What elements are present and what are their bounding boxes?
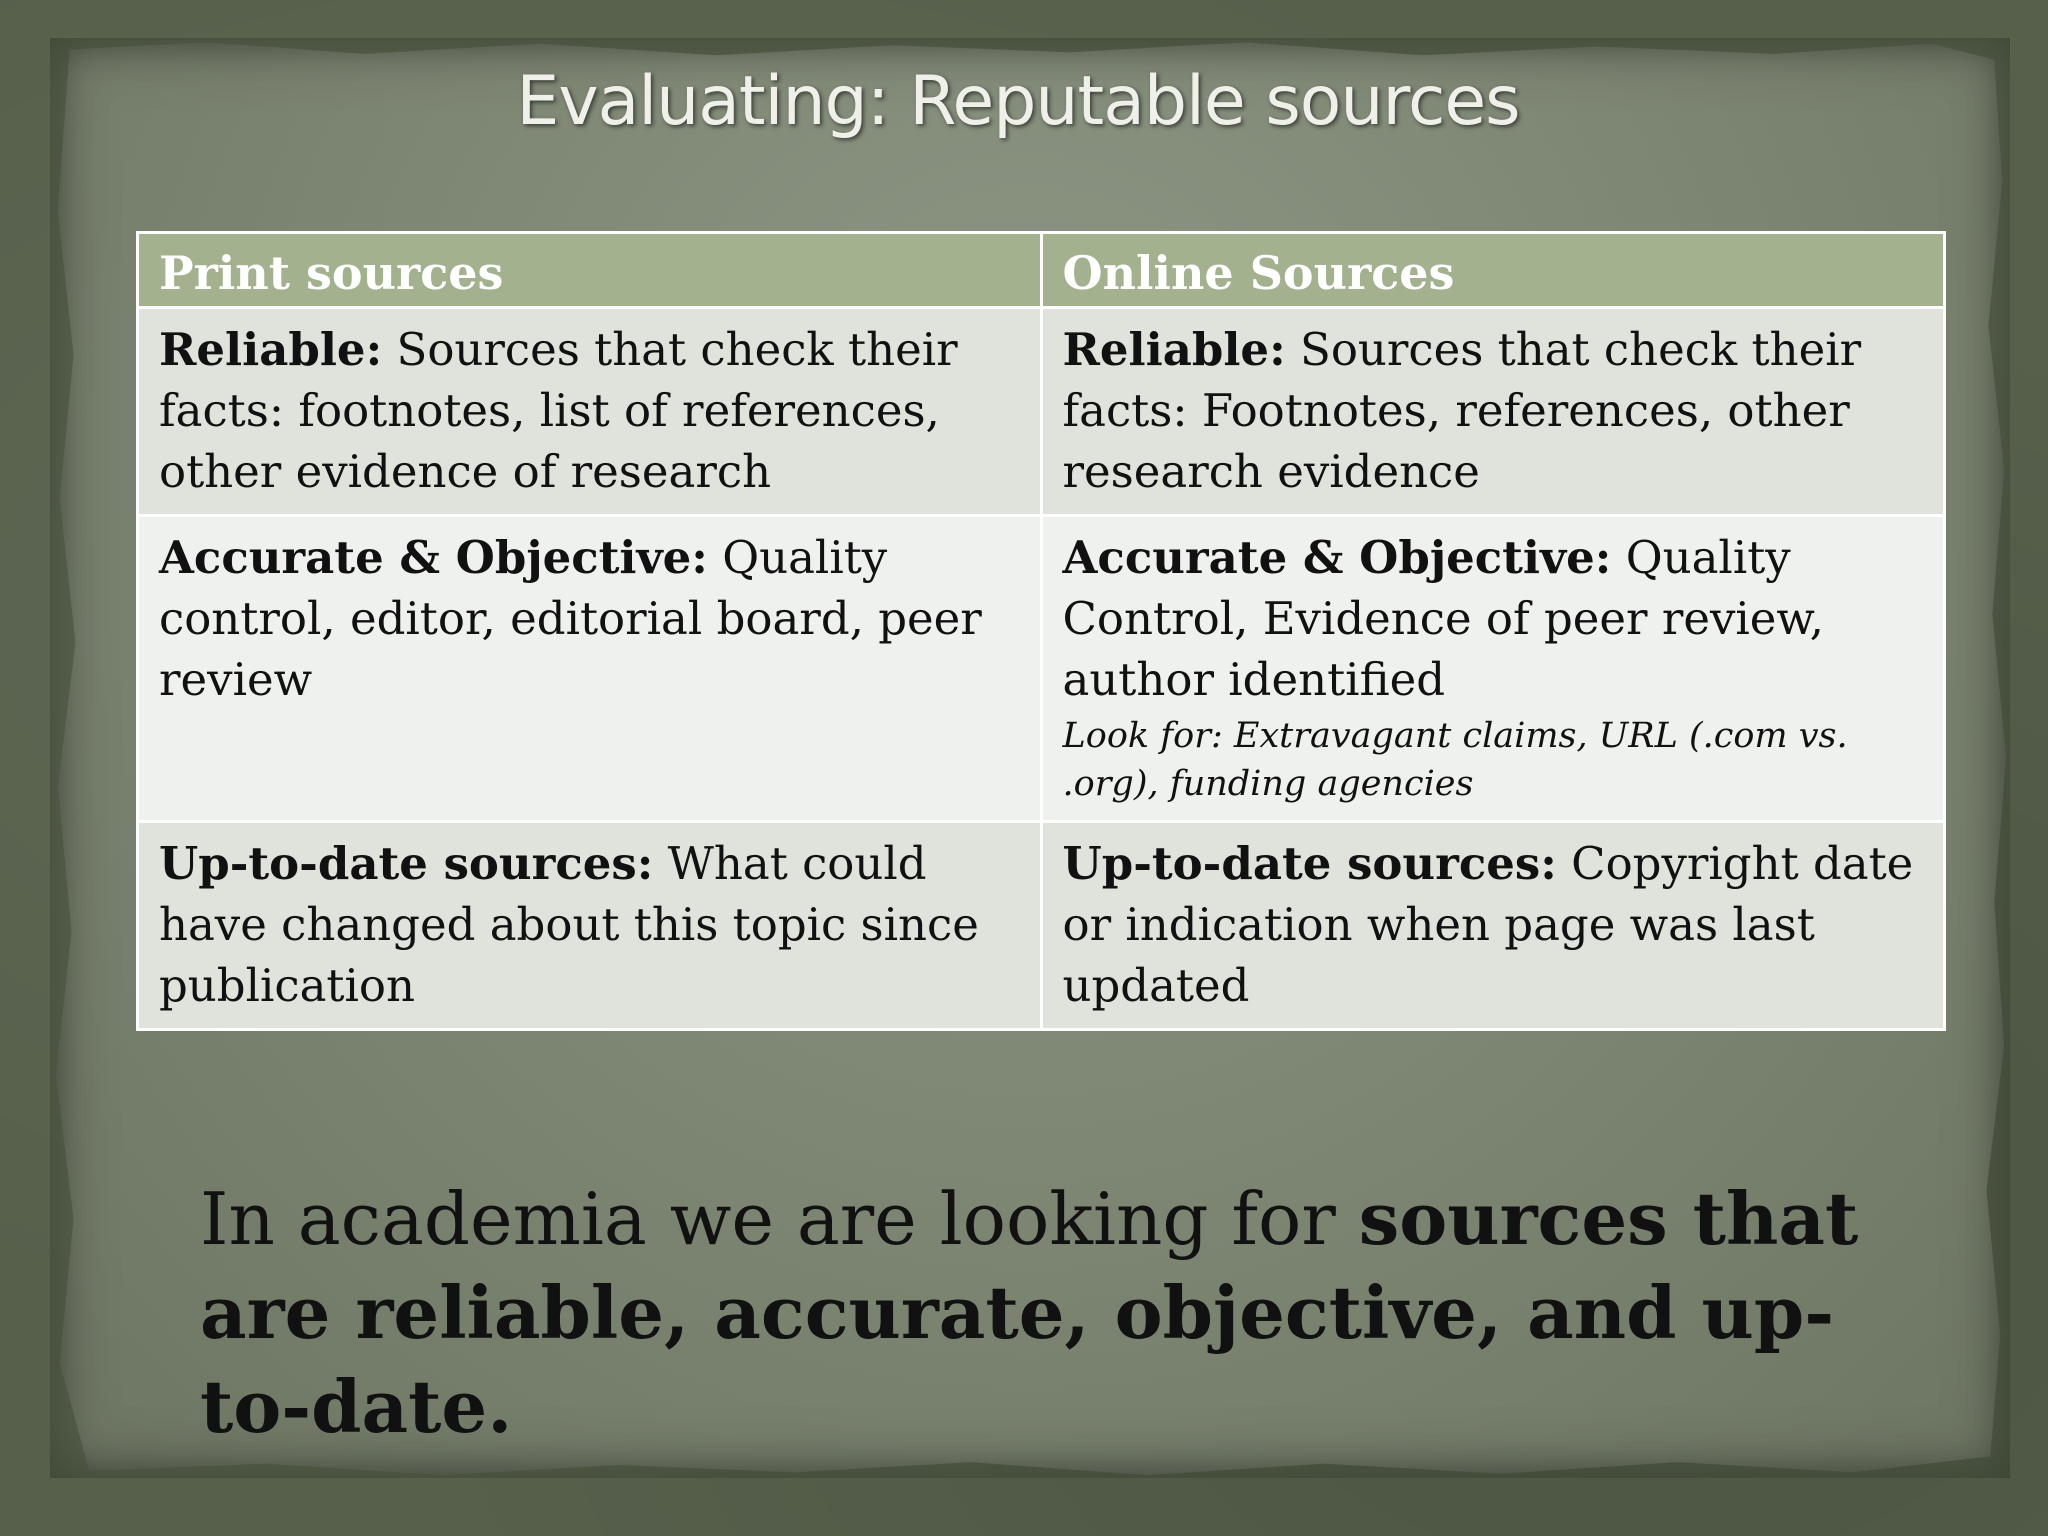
cell-online-up-to-date (1041, 822, 1945, 1030)
cell-text: Sources that check their facts: footnotes, list of references, other evidence of research (159, 323, 958, 498)
cell-label: Accurate & Objective: (1062, 531, 1612, 584)
cell-online-accurate (1041, 516, 1945, 822)
cell-print-accurate (138, 516, 1042, 822)
table-row-up-to-date (138, 822, 1945, 1030)
cell-text: Quality Control, Evidence of peer review, author identified (1062, 531, 1824, 706)
table-row-reliable (138, 308, 1945, 516)
cell-text: Copyright date or indication when page was last updated (1062, 837, 1914, 1012)
table-row-accurate-objective (138, 516, 1945, 822)
summary-bold: sources that are reliable, accurate, objective, and up-to-date. (200, 1176, 1859, 1449)
cell-label: Reliable: (159, 323, 383, 376)
cell-text: Quality control, editor, editorial board, peer review (159, 531, 982, 706)
slide-title (0, 62, 2048, 141)
summary-plain: In academia we are looking for (200, 1177, 1359, 1261)
cell-print-reliable (138, 308, 1042, 516)
header-print-sources: Print sources (138, 233, 1042, 308)
cell-text: What could have changed about this topic since publication (159, 837, 979, 1012)
slide-title-text: Evaluating: Reputable sources (516, 62, 1520, 141)
cell-note: Look for: Extravagant claims, URL (.com vs. .org), funding agencies (1062, 716, 1848, 804)
cell-online-reliable (1041, 308, 1945, 516)
cell-label: Up-to-date sources: (159, 837, 654, 890)
cell-print-up-to-date (138, 822, 1042, 1030)
cell-label: Accurate & Objective: (159, 531, 708, 584)
header-online-sources: Online Sources (1041, 233, 1945, 308)
summary-statement (200, 1172, 1920, 1454)
sources-table (136, 231, 1946, 1031)
table-header-row (138, 233, 1945, 308)
cell-label: Up-to-date sources: (1062, 837, 1557, 890)
cell-label: Reliable: (1062, 323, 1286, 376)
cell-text: Sources that check their facts: Footnotes, references, other research evidence (1062, 323, 1862, 498)
